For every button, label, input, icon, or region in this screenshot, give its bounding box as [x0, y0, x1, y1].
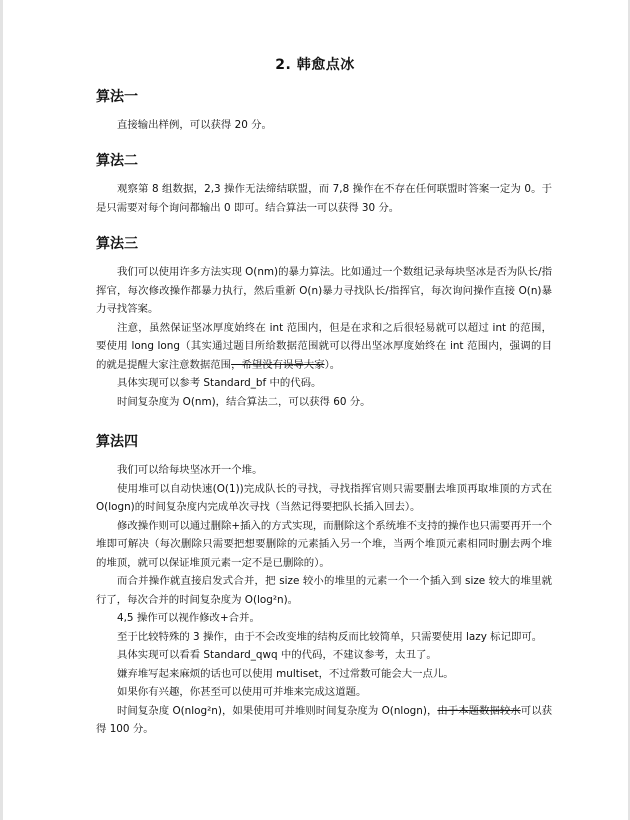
paragraph-with-strikethrough: [96, 702, 552, 739]
section-algorithm-2: [96, 152, 552, 217]
section-algorithm-1: [96, 88, 552, 135]
paragraph: 直接输出样例，可以获得 20 分。: [117, 119, 272, 131]
paragraph-text: 注意，虽然保证坚冰厚度始终在 int 范围内，但是在求和之后很轻易就可以超过 int 的范围，要使用 long long（其实通过题目所给数据范围就可以得出坚冰厚度始终在 int 范围内，强调的目的就是提醒大家注意数据范围: [96, 321, 552, 371]
section-heading: 算法四: [96, 434, 138, 450]
section-heading: 算法二: [96, 153, 138, 169]
paragraph: 至于比较特殊的 3 操作，由于不会改变堆的结构反而比较简单，只需要使用 lazy 标记即可。: [117, 630, 543, 643]
paragraph: 我们可以给每块坚冰开一个堆。: [117, 464, 263, 476]
paragraph: 嫌弃堆写起来麻烦的话也可以使用 multiset，不过常数可能会大一点儿。: [117, 667, 454, 680]
paragraph: 我们可以使用许多方法实现 O(nm)的暴力算法。比如通过一个数组记录每块坚冰是否为队长/指挥官，每次修改操作都暴力执行，然后重新 O(n)暴力寻找队长/指挥官，每次询问操作直接 O(n)暴力寻找答案。: [96, 266, 552, 315]
page-edge-left: [0, 0, 3, 820]
section-heading: 算法三: [96, 236, 138, 252]
paragraph: 具体实现可以看看 Standard_qwq 中的代码，不建议参考，太丑了。: [117, 649, 437, 661]
section-algorithm-4: [96, 433, 552, 739]
paragraph: 如果你有兴趣，你甚至可以使用可并堆来完成这道题。: [117, 686, 367, 698]
paragraph: 使用堆可以自动快速(O(1))完成队长的寻找，寻找指挥官则只需要删去堆顶再取堆顶的方式在 O(logn)的时间复杂度内完成单次寻找（当然记得要把队长插入回去）。: [96, 482, 552, 513]
section-heading: 算法一: [96, 89, 138, 105]
document-title: 2. 韩愈点冰: [275, 57, 355, 73]
paragraph: 时间复杂度为 O(nm)，结合算法二，可以获得 60 分。: [117, 395, 371, 408]
paragraph-text: 可以获得 100 分。: [96, 704, 553, 735]
paragraph: 而合并操作就直接启发式合并，把 size 较小的堆里的元素一个一个插入到 size 较大的堆里就行了，每次合并的时间复杂度为 O(log²n)。: [96, 575, 552, 606]
paragraph-text: 时间复杂度 O(nlog²n)，如果使用可并堆则时间复杂度为 O(nlogn)，: [117, 704, 438, 717]
struck-text: 由于本题数据较水: [437, 704, 521, 717]
paragraph-text: ）。: [324, 358, 341, 371]
section-algorithm-3: [96, 235, 552, 411]
paragraph: 观察第 8 组数据，2,3 操作无法缔结联盟，而 7,8 操作在不存在任何联盟时答案一定为 0。于是只需要对每个询问都输出 0 即可。结合算法一可以获得 30 分。: [96, 183, 552, 214]
struck-text: ，希望没有误导大家: [231, 358, 325, 371]
paragraph: 修改操作则可以通过删除+插入的方式实现，而删除这个系统堆不支持的操作也只需要再开一个堆即可解决（每次删除只需要把想要删除的元素插入另一个堆，当两个堆顶元素相同时删去两个堆的堆顶，就可以保证堆顶元素一定不是已删除的）。: [96, 519, 552, 569]
paragraph: 4,5 操作可以视作修改+合并。: [117, 612, 260, 624]
paragraph: 具体实现可以参考 Standard_bf 中的代码。: [117, 377, 322, 389]
paragraph-with-strikethrough: [96, 319, 552, 375]
